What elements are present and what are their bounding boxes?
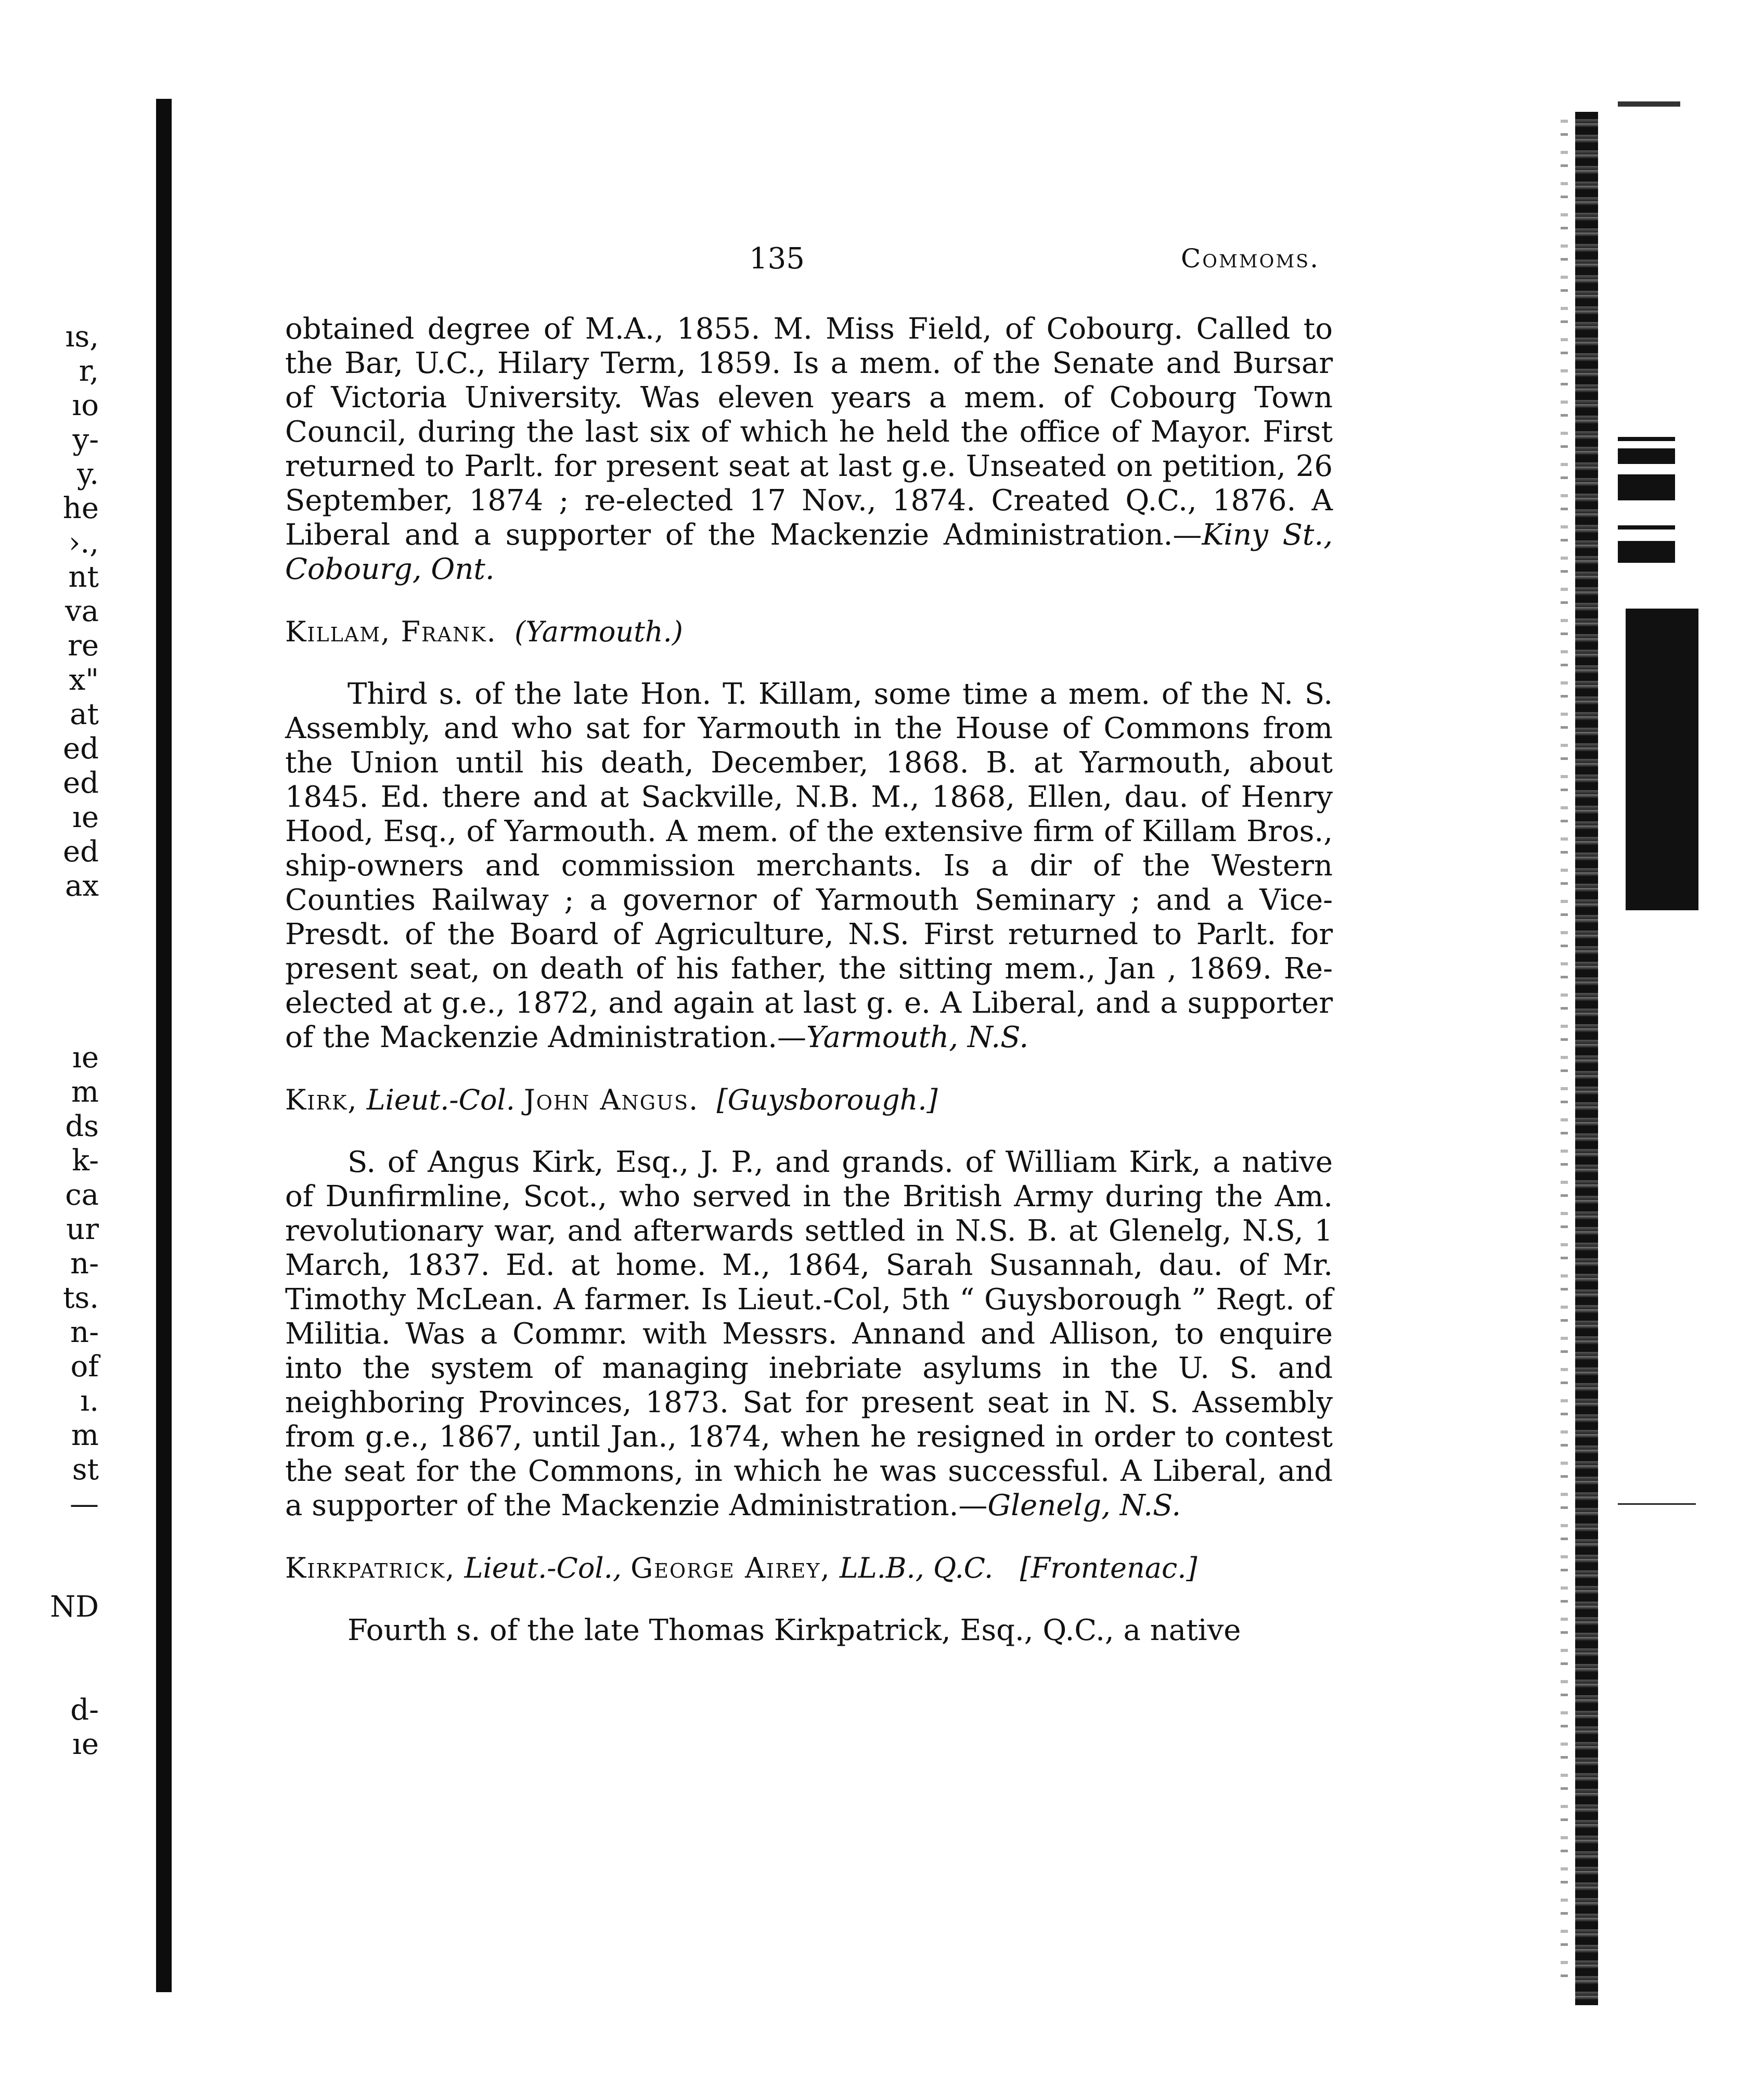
member-surname: Kirkpatrick, (285, 1552, 456, 1584)
margin-fragment: r, (79, 354, 99, 388)
margin-fragment: ax (65, 869, 99, 903)
margin-fragment: m (71, 1418, 99, 1452)
member-title: Lieut.-Col., (464, 1552, 622, 1584)
margin-fragment: — (70, 1487, 99, 1521)
margin-fragment: d- (70, 1693, 99, 1727)
member-given-names: John Angus. (524, 1083, 699, 1116)
margin-fragment: ıe (72, 1041, 99, 1075)
member-given-names: George Airey, (630, 1552, 831, 1584)
margin-fragment: ur (66, 1212, 99, 1246)
edge-block-mark (1626, 609, 1698, 910)
margin-fragment: ıe (72, 1727, 99, 1761)
member-degrees: LL.B., Q.C. (839, 1552, 994, 1584)
margin-fragment: ts. (62, 1281, 99, 1315)
margin-fragment: x" (69, 663, 99, 697)
margin-fragment: va (65, 595, 99, 628)
constituency: [Frontenac.] (1020, 1552, 1198, 1584)
page-edge-shadow (1575, 112, 1598, 2005)
margin-fragment (36, 938, 99, 972)
margin-fragment (36, 972, 99, 1006)
constituency: (Yarmouth.) (514, 615, 683, 648)
margin-fragment: ed (63, 766, 99, 800)
margin-fragment: re (68, 629, 99, 663)
margin-fragment: n- (70, 1315, 99, 1349)
binding-shadow (156, 99, 172, 1992)
margin-fragment (36, 1624, 99, 1659)
margin-fragment: ›., (69, 526, 99, 560)
margin-fragment: nt (68, 560, 99, 594)
entry-paragraph (285, 677, 1333, 1055)
margin-fragment: ds (65, 1109, 99, 1143)
margin-fragment: ıs, (65, 320, 99, 354)
margin-fragment: n- (70, 1247, 99, 1281)
margin-fragment: ca (65, 1178, 99, 1212)
margin-fragment: ı. (80, 1384, 99, 1418)
address: Kiny St., Cobourg, Ont. (285, 518, 1333, 586)
edge-block-mark (1618, 541, 1675, 563)
edge-block-mark (1618, 474, 1675, 500)
text-column (285, 312, 1333, 1648)
margin-fragment: ıo (72, 389, 99, 422)
margin-fragment: ND (50, 1590, 99, 1624)
member-surname: Kirk, (285, 1083, 358, 1116)
paragraph-text: obtained degree of M.A., 1855. M. Miss Field, of Cobourg. Called to the Bar, U.C., Hilary Term, 1859. Is a mem. of the Senate and Bursar of Victoria University. Was eleven years a mem. of Cobourg Town Council, during the last six of which he held the office of Mayor. First returned to Parlt. for present seat at last g.e. Unseated on petition, 26 September, 1874 ; re-elected 17 Nov., 1874. Created Q.C., 1876. A Liberal and a supporter of the Mackenzie Administration.— (285, 312, 1333, 552)
edge-block-mark (1618, 448, 1675, 464)
next-page-edge-texture (1561, 120, 1568, 1992)
edge-block-mark (1618, 437, 1675, 441)
margin-fragment: ed (63, 732, 99, 766)
margin-fragment (36, 1006, 99, 1041)
margin-fragment (36, 1659, 99, 1693)
margin-fragment: he (62, 492, 99, 525)
continuation-paragraph (285, 312, 1333, 587)
paragraph-text: Fourth s. of the late Thomas Kirkpatrick, Esq., Q.C., a native (347, 1614, 1241, 1647)
entry-heading (285, 1083, 1333, 1117)
margin-fragment: k- (72, 1144, 99, 1178)
margin-fragment: st (72, 1453, 99, 1487)
margin-fragment: y- (72, 423, 99, 457)
margin-fragment: m (71, 1075, 99, 1109)
margin-fragment (36, 1556, 99, 1590)
running-head: Commoms. (1181, 243, 1320, 274)
edge-rule (1618, 1503, 1696, 1505)
margin-fragment: ed (63, 835, 99, 869)
member-title: Lieut.-Col. (366, 1083, 515, 1116)
paragraph-text: Third s. of the late Hon. T. Killam, some time a mem. of the N. S. Assembly, and who sat for Yarmouth in the House of Commons from the Union until his death, December, 1868. B. at Yarmouth, about 1845. Ed. there and at Sackville, N.B. M., 1868, Ellen, dau. of Henry Hood, Esq., of Yarmouth. A mem. of the extensive firm of Killam Bros., ship-owners and commission merchants. Is a dir of the Western Counties Railway ; a governor of Yarmouth Seminary ; and a Vice-Presdt. of the Board of Agriculture, N.S. First returned to Parlt. for present seat, on death of his father, the sitting mem., Jan , 1869. Re-elected at g.e., 1872, and again at last g. e. A Liberal, and a supporter of the Mackenzie Administration.— (285, 677, 1333, 1054)
address: Glenelg, N.S. (987, 1489, 1181, 1522)
paragraph-text: S. of Angus Kirk, Esq., J. P., and grands. of William Kirk, a native of Dunfirmline, Scot., who served in the British Army during the Am. revolutionary war, and afterwards settled in N.S. B. at Glenelg, N.S, 1 March, 1837. Ed. at home. M., 1864, Sarah Susannah, dau. of Mr. Timothy McLean. A farmer. Is Lieut.-Col, 5th “ Guysborough ” Regt. of Militia. Was a Commr. with Messrs. Annand and Allison, to enquire into the system of managing inebriate asylums in the U. S. and neighboring Provinces, 1873. Sat for present seat in N. S. Assembly from g.e., 1867, until Jan., 1874, when he resigned in order to contest the seat for the Commons, in which he was successful. A Liberal, and a supporter of the Mackenzie Administration.— (285, 1145, 1333, 1522)
edge-block-mark (1618, 525, 1675, 530)
constituency: [Guysborough.] (716, 1083, 938, 1116)
entry-heading (285, 615, 1333, 649)
member-name: Killam, Frank. (285, 615, 497, 648)
margin-fragment: y. (77, 457, 99, 491)
margin-fragment: ıe (72, 801, 99, 834)
entry-paragraph (285, 1145, 1333, 1523)
margin-fragment: at (70, 698, 99, 731)
entry-heading (285, 1551, 1333, 1585)
margin-fragment (36, 903, 99, 938)
address: Yarmouth, N.S. (806, 1021, 1029, 1054)
previous-page-margin-fragments (36, 320, 99, 1762)
edge-mark (1618, 101, 1680, 107)
page-number: 135 (749, 242, 805, 276)
entry-paragraph (285, 1614, 1333, 1648)
margin-fragment (36, 1521, 99, 1556)
margin-fragment: of (70, 1350, 99, 1384)
